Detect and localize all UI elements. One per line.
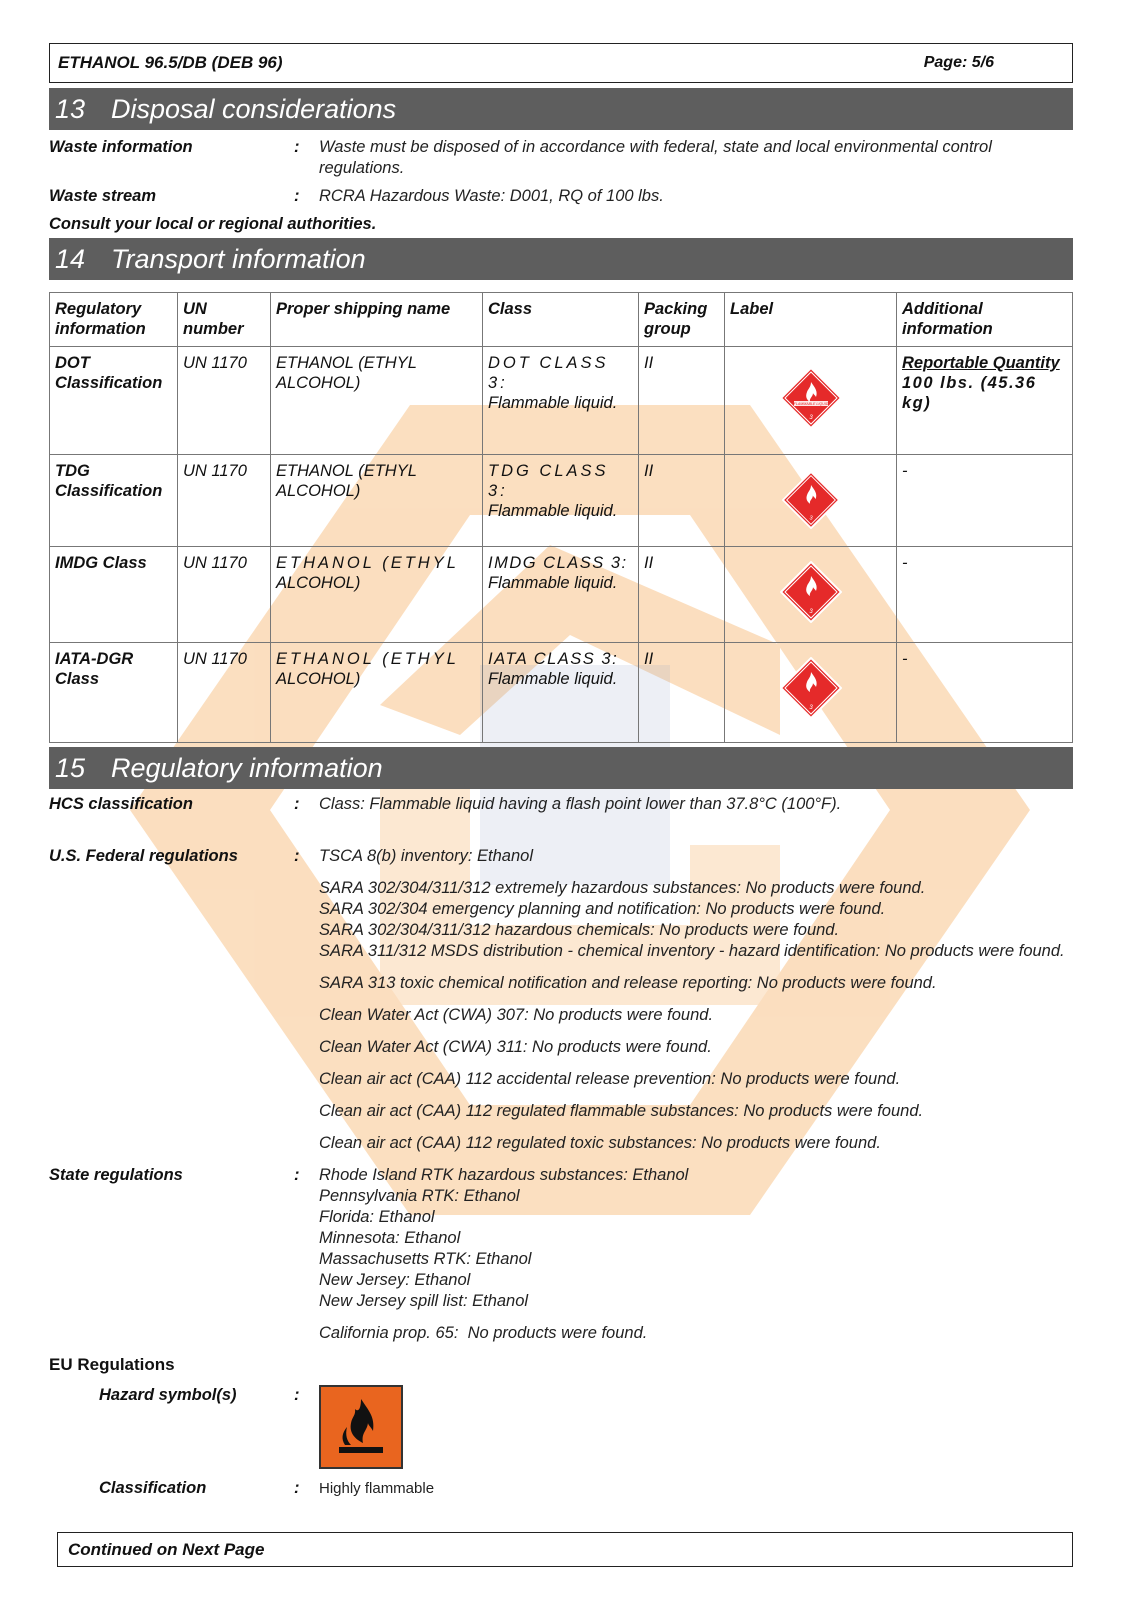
sds-page xyxy=(49,43,1073,1499)
col-regulatory-information: Regulatory information xyxy=(50,293,178,347)
product-name: ETHANOL 96.5/DB (DEB 96) xyxy=(58,53,283,72)
section-13-heading: 13 Disposal considerations xyxy=(49,88,1073,130)
hcs-classification-row: HCS classification : Class: Flammable liquid having a flash point lower than 37.8°C (100°F). xyxy=(49,795,842,813)
waste-stream-row: Waste stream : RCRA Hazardous Waste: D001, RQ of 100 lbs. xyxy=(49,187,664,205)
svg-text:FLAMMABLE LIQUID: FLAMMABLE LIQUID xyxy=(793,402,828,407)
table-row-imdg: IMDG Class UN 1170 ETHANOL (ETHYL ALCOHOL) IMDG CLASS 3: Flammable liquid. II 3 - xyxy=(50,547,1073,643)
eu-regulations-heading: EU Regulations xyxy=(49,1355,175,1374)
dot-label-cell xyxy=(725,347,897,455)
table-row-dot: DOT Classification UN 1170 ETHANOL (ETHYL ALCOHOL) DOT CLASS 3: Flammable liquid. II FLAMMABLE LIQUID 3 Reportable Quantity 100 lbs. (45.36 kg) xyxy=(50,347,1073,455)
col-proper-shipping-name: Proper shipping name xyxy=(271,293,483,347)
svg-text:3: 3 xyxy=(808,515,813,522)
flammable-liquid-placard-icon xyxy=(780,367,842,429)
col-label: Label xyxy=(725,293,897,347)
svg-text:3: 3 xyxy=(808,609,813,615)
flammable-liquid-placard-icon xyxy=(780,657,842,719)
section-14-title: Transport information xyxy=(111,243,366,274)
continued-footer: Continued on Next Page xyxy=(57,1532,1073,1567)
flammable-liquid-placard-icon xyxy=(780,561,842,623)
table-row-iata: IATA-DGR Class UN 1170 ETHANOL (ETHYL ALCOHOL) IATA CLASS 3: Flammable liquid. II 3 - xyxy=(50,643,1073,743)
consult-authorities-note: Consult your local or regional authorities. xyxy=(49,215,377,233)
transport-table xyxy=(49,292,1073,743)
section-14-heading: 14 Transport information xyxy=(49,238,1073,280)
col-class: Class xyxy=(483,293,639,347)
svg-text:3: 3 xyxy=(808,415,813,421)
flammable-hazard-symbol-icon xyxy=(319,1385,403,1469)
table-row-tdg: TDG Classification UN 1170 ETHANOL (ETHYL ALCOHOL) TDG CLASS 3: Flammable liquid. II 3 - xyxy=(50,455,1073,547)
section-13-title: Disposal considerations xyxy=(111,93,397,124)
flammable-liquid-placard-icon xyxy=(782,471,840,529)
page-header xyxy=(49,43,1073,83)
col-un-number: UN number xyxy=(178,293,271,347)
section-15-title: Regulatory information xyxy=(111,752,383,783)
svg-text:3: 3 xyxy=(808,705,813,711)
state-regulations-row: State regulations : Rhode Island RTK hazardous substances: Ethanol Pennsylvania RTK: Ethanol Florida: Ethanol Minnesota: Ethanol Massachusetts RTK: Ethanol New Jersey: Ethanol New Jersey spill list: Ethanol California prop. 65: No products were found. xyxy=(49,1166,689,1342)
table-header-row xyxy=(50,293,1073,347)
col-packing-group: Packing group xyxy=(639,293,725,347)
us-federal-regulations-row: U.S. Federal regulations : TSCA 8(b) inventory: Ethanol SARA 302/304/311/312 extremely hazardous substances: No products were found. SARA 302/304 emergency planning and notification: No products were found. SARA 302/304/311/312 hazardous chemicals: No products were found. SARA 311/312 MSDS distribution - chemical inventory - hazard identification: No products were found. SARA 313 toxic chemical notification and release reporting: No products were found. Clean Water Act (CWA) 307: No products were found. Clean Water Act (CWA) 311: No products were found. Clean air act (CAA) 112 accidental release prevention: No products were found. Clean air act (CAA) 112 regulated flammable substances: No products were found. Clean air act (CAA) 112 regulated toxic substances: No products were found. xyxy=(49,847,1065,1152)
eu-classification-row: Classification : Highly flammable xyxy=(99,1479,435,1497)
col-additional-information: Additional information xyxy=(897,293,1073,347)
waste-information-row: Waste information : Waste must be disposed of in accordance with federal, state and local environmental control regulations. xyxy=(49,138,992,177)
hazard-symbols-row: Hazard symbol(s) : xyxy=(49,1385,1073,1469)
page-number: Page: 5/6 xyxy=(923,54,994,71)
section-15-heading: 15 Regulatory information xyxy=(49,747,1073,789)
